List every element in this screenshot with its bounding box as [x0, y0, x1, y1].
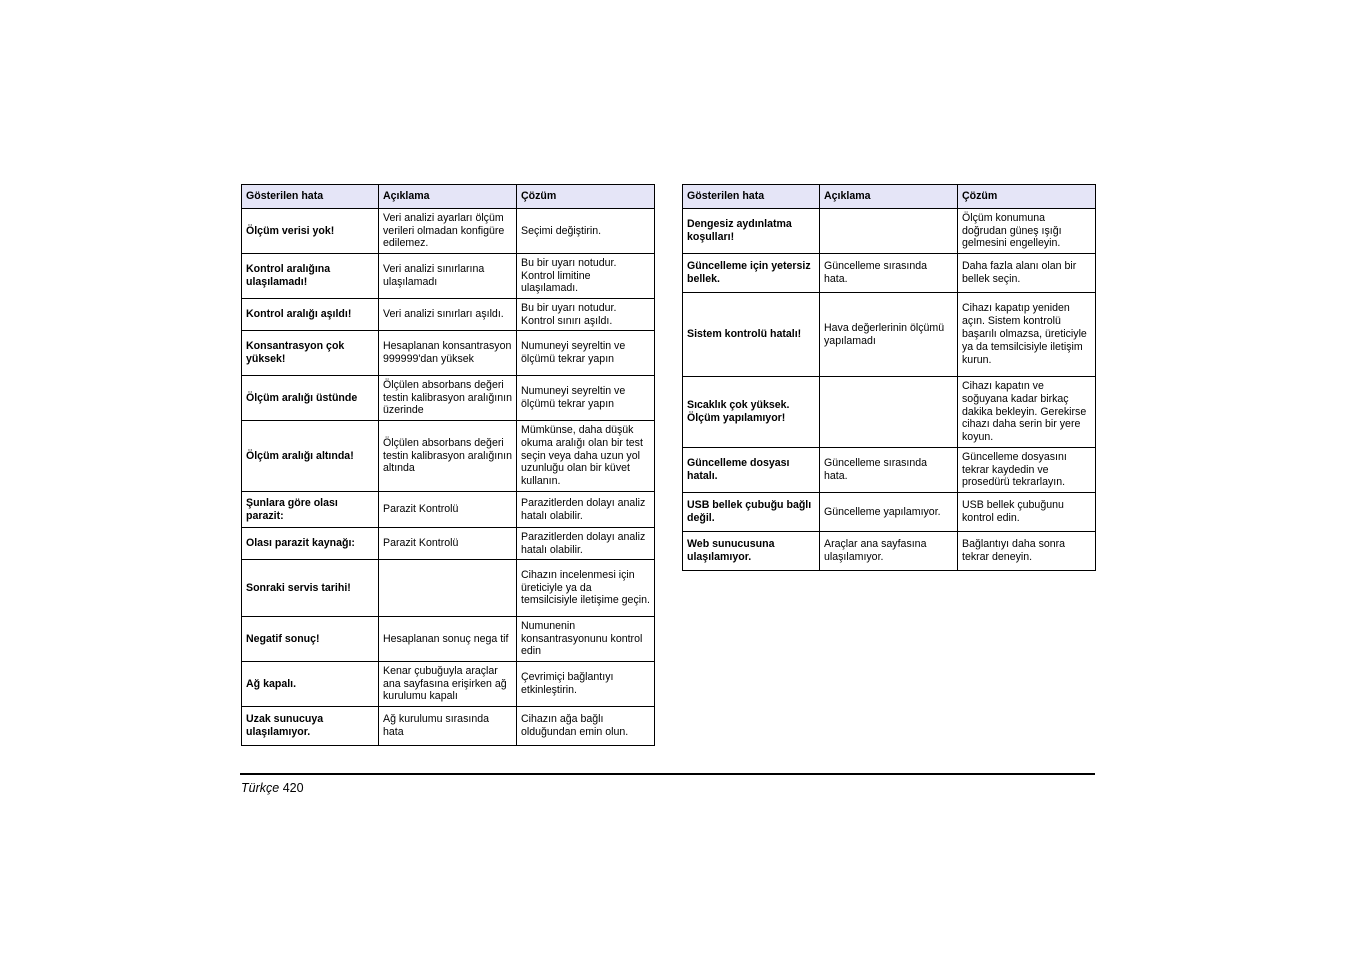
solution-cell: Bu bir uyarı notudur. Kontrol limitine ulaşılamadı.: [517, 254, 655, 299]
table-row: [242, 560, 655, 617]
solution-cell: Numunenin konsantrasyonunu kontrol edin: [517, 617, 655, 662]
solution-cell: Bu bir uyarı notudur. Kontrol sınırı aşıldı.: [517, 299, 655, 331]
error-cell: Ağ kapalı.: [242, 662, 379, 707]
description-cell: Güncelleme yapılamıyor.: [820, 493, 958, 532]
table-row: [242, 331, 655, 376]
error-cell: Ölçüm aralığı üstünde: [242, 376, 379, 421]
solution-cell: Cihazın incelenmesi için üreticiyle ya da temsilcisiyle iletişime geçin.: [517, 560, 655, 617]
description-cell: Ölçülen absorbans değeri testin kalibrasyon aralığının üzerinde: [379, 376, 517, 421]
description-cell: Güncelleme sırasında hata.: [820, 254, 958, 293]
table-row: [242, 528, 655, 560]
table-body: [683, 209, 1096, 571]
error-cell: Kontrol aralığı aşıldı!: [242, 299, 379, 331]
header-solution: Çözüm: [517, 185, 655, 209]
table-row: [683, 209, 1096, 254]
description-cell: Hesaplanan konsantrasyon 999999'dan yüksek: [379, 331, 517, 376]
description-cell: Güncelleme sırasında hata.: [820, 448, 958, 493]
table-row: [683, 293, 1096, 377]
error-cell: Sistem kontrolü hatalı!: [683, 293, 820, 377]
solution-cell: Cihazı kapatıp yeniden açın. Sistem kontrolü başarılı olmazsa, üreticiyle ya da temsilcisiyle iletişim kurun.: [958, 293, 1096, 377]
header-solution: Çözüm: [958, 185, 1096, 209]
description-cell: Parazit Kontrolü: [379, 492, 517, 528]
table-row: [242, 662, 655, 707]
footer-language: Türkçe: [241, 781, 280, 795]
table-row: [242, 376, 655, 421]
table-row: [683, 493, 1096, 532]
error-cell: Negatif sonuç!: [242, 617, 379, 662]
error-cell: Konsantrasyon çok yüksek!: [242, 331, 379, 376]
description-cell: [820, 377, 958, 448]
solution-cell: Cihazı kapatın ve soğuyana kadar birkaç dakika bekleyin. Gerekirse cihazı daha serin bir yere koyun.: [958, 377, 1096, 448]
error-cell: Ölçüm aralığı altında!: [242, 421, 379, 492]
description-cell: Kenar çubuğuyla araçlar ana sayfasına erişirken ağ kurulumu kapalı: [379, 662, 517, 707]
header-description: Açıklama: [820, 185, 958, 209]
table-row: [242, 299, 655, 331]
table-row: [242, 617, 655, 662]
solution-cell: USB bellek çubuğunu kontrol edin.: [958, 493, 1096, 532]
solution-cell: Mümkünse, daha düşük okuma aralığı olan bir test seçin veya daha uzun yol uzunluğu olan bir küvet kullanın.: [517, 421, 655, 492]
table-row: [242, 421, 655, 492]
table-header-row: [242, 185, 655, 209]
error-cell: Uzak sunucuya ulaşılamıyor.: [242, 707, 379, 746]
solution-cell: Bağlantıyı daha sonra tekrar deneyin.: [958, 532, 1096, 571]
header-description: Açıklama: [379, 185, 517, 209]
table-row: [242, 209, 655, 254]
solution-cell: Numuneyi seyreltin ve ölçümü tekrar yapın: [517, 331, 655, 376]
footer-page-number: 420: [282, 781, 304, 795]
description-cell: Hava değerlerinin ölçümü yapılamadı: [820, 293, 958, 377]
solution-cell: Çevrimiçi bağlantıyı etkinleştirin.: [517, 662, 655, 707]
description-cell: [379, 560, 517, 617]
page-footer: [241, 781, 304, 795]
error-table-left: [241, 184, 655, 746]
description-cell: Hesaplanan sonuç nega tif: [379, 617, 517, 662]
table-row: [683, 532, 1096, 571]
footer-rule: [240, 773, 1095, 775]
header-error: Gösterilen hata: [683, 185, 820, 209]
description-cell: Ağ kurulumu sırasında hata: [379, 707, 517, 746]
solution-cell: Daha fazla alanı olan bir bellek seçin.: [958, 254, 1096, 293]
error-table-right: [682, 184, 1096, 571]
table-row: [242, 707, 655, 746]
description-cell: Parazit Kontrolü: [379, 528, 517, 560]
error-cell: Şunlara göre olası parazit:: [242, 492, 379, 528]
table-row: [683, 377, 1096, 448]
description-cell: Veri analizi sınırlarına ulaşılamadı: [379, 254, 517, 299]
error-cell: Web sunucusuna ulaşılamıyor.: [683, 532, 820, 571]
solution-cell: Parazitlerden dolayı analiz hatalı olabilir.: [517, 528, 655, 560]
table-header-row: [683, 185, 1096, 209]
table-body: [242, 209, 655, 746]
solution-cell: Numuneyi seyreltin ve ölçümü tekrar yapın: [517, 376, 655, 421]
description-cell: [820, 209, 958, 254]
error-cell: Ölçüm verisi yok!: [242, 209, 379, 254]
header-error: Gösterilen hata: [242, 185, 379, 209]
table-row: [683, 448, 1096, 493]
description-cell: Ölçülen absorbans değeri testin kalibrasyon aralığının altında: [379, 421, 517, 492]
solution-cell: Ölçüm konumuna doğrudan güneş ışığı gelmesini engelleyin.: [958, 209, 1096, 254]
solution-cell: Cihazın ağa bağlı olduğundan emin olun.: [517, 707, 655, 746]
error-cell: Olası parazit kaynağı:: [242, 528, 379, 560]
description-cell: Araçlar ana sayfasına ulaşılamıyor.: [820, 532, 958, 571]
solution-cell: Parazitlerden dolayı analiz hatalı olabilir.: [517, 492, 655, 528]
error-cell: Dengesiz aydınlatma koşulları!: [683, 209, 820, 254]
error-cell: Sıcaklık çok yüksek. Ölçüm yapılamıyor!: [683, 377, 820, 448]
error-cell: Güncelleme dosyası hatalı.: [683, 448, 820, 493]
error-cell: Güncelleme için yetersiz bellek.: [683, 254, 820, 293]
error-cell: Sonraki servis tarihi!: [242, 560, 379, 617]
error-cell: USB bellek çubuğu bağlı değil.: [683, 493, 820, 532]
table-row: [242, 254, 655, 299]
description-cell: Veri analizi sınırları aşıldı.: [379, 299, 517, 331]
table-row: [242, 492, 655, 528]
description-cell: Veri analizi ayarları ölçüm verileri olmadan konfigüre edilemez.: [379, 209, 517, 254]
solution-cell: Seçimi değiştirin.: [517, 209, 655, 254]
solution-cell: Güncelleme dosyasını tekrar kaydedin ve prosedürü tekrarlayın.: [958, 448, 1096, 493]
error-cell: Kontrol aralığına ulaşılamadı!: [242, 254, 379, 299]
table-row: [683, 254, 1096, 293]
